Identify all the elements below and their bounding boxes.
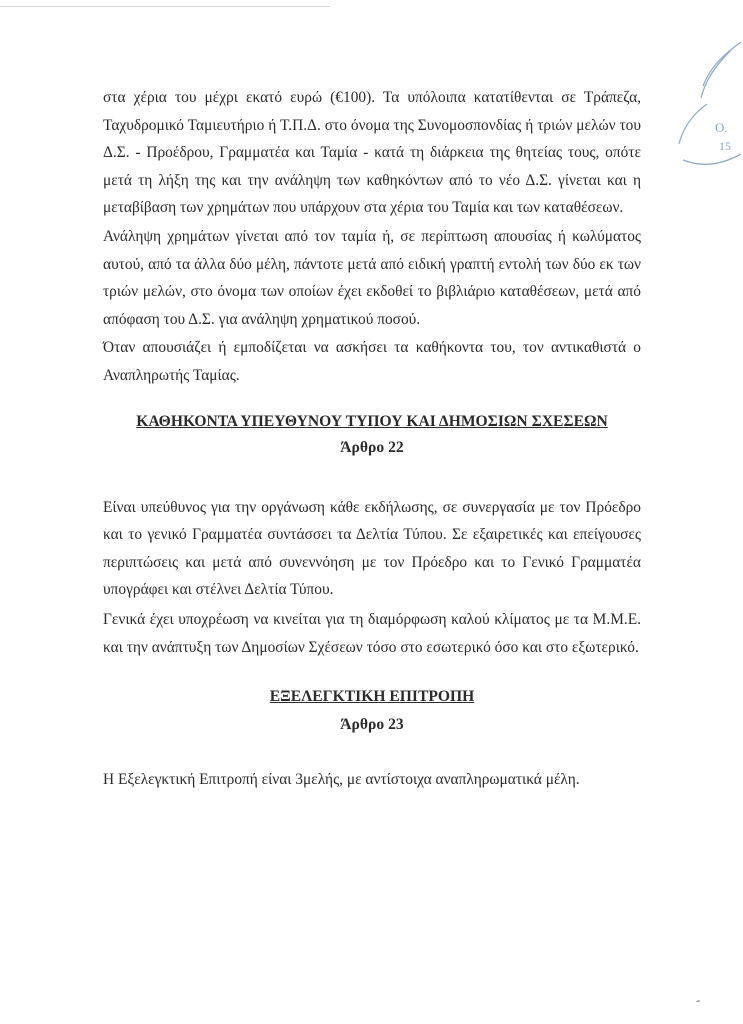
article-number-22: Άρθρο 22	[340, 438, 404, 456]
paragraph-press-officer-duties: Είναι υπεύθυνος για την οργάνωση κάθε εκδήλωσης, σε συνεργασία με τον Πρόεδρο και το γενικό Γραμματέα συντάσσει τα Δελτία Τύπου. Σε εξαιρετικές και επείγουσες περιπτώσεις και μετά από συνεννόηση με τον Πρόεδρο και το Γενικό Γραμματέα υπογράφει και στέλνει Δελτία Τύπου.	[103, 498, 641, 599]
scan-edge-line	[0, 6, 330, 7]
stamp-text-fragment: Ο.	[715, 120, 728, 135]
page-corner-mark: -	[694, 992, 702, 1008]
section-heading-audit-committee: ΕΞΕΛΕΓΚΤΙΚΗ ΕΠΙΤΡΟΠΗ	[269, 688, 475, 706]
paragraph-deputy-treasurer: Όταν απουσιάζει ή εμποδίζεται να ασκήσει τα καθήκοντα του, τον αντικαθιστά ο Αναπληρωτής Ταμίας.	[103, 339, 641, 384]
paragraph-audit-committee: Η Εξελεγκτική Επιτροπή είναι 3μελής, με αντίστοιχα αναπληρωματικά μέλη.	[103, 771, 580, 789]
document-page	[103, 84, 641, 794]
paragraph-withdrawal: Ανάληψη χρημάτων γίνεται από τον ταμία ή, σε περίπτωση απουσίας ή κωλύματος αυτού, από τα άλλα δύο μέλη, πάντοτε μετά από ειδική γραπτή εντολή των δύο εκ των τριών μελών, στο όνομα των οποίων έχει εκδοθεί το βιβλιάριο καταθέσεων, μετά από απόφαση του Δ.Σ. για ανάληψη χρηματικού ποσού.	[103, 227, 641, 328]
paragraph-public-relations: Γενικά έχει υποχρέωση να κινείται για τη διαμόρφωση καλού κλίματος με τα Μ.Μ.Ε. και την ανάπτυξη των Δημοσίων Σχέσεων τόσο στο εσωτερικό όσο και στο εξωτερικό.	[103, 610, 641, 656]
section-heading-press-officer: ΚΑΘΗΚΟΝΤΑ ΥΠΕΥΘΥΝΟΥ ΤΥΠΟΥ ΚΑΙ ΔΗΜΟΣΙΩΝ ΣΧΕΣΕΩΝ	[136, 412, 608, 430]
rubber-stamp	[623, 40, 743, 180]
article-number-23: Άρθρο 23	[340, 716, 404, 734]
stamp-text-number: 15	[719, 139, 731, 153]
paragraph-deposits: στα χέρια του μέχρι εκατό ευρώ (€100). Τα υπόλοιπα κατατίθενται σε Τράπεζα, Ταχυδρομικό Ταμιευτήριο ή Τ.Π.Δ. στο όνομα της Συνομοσπονδίας ή τριών μελών του Δ.Σ. - Προέδρου, Γραμματέα και Ταμία - κατά τη διάρκεια της θητείας τους, οπότε μετά τη λήξη της και την ανάληψη των καθηκόντων από το νέο Δ.Σ. γίνεται και η μεταβίβαση των χρημάτων που υπάρχουν στα χέρια του Ταμία και των καταθέσεων.	[103, 89, 641, 217]
